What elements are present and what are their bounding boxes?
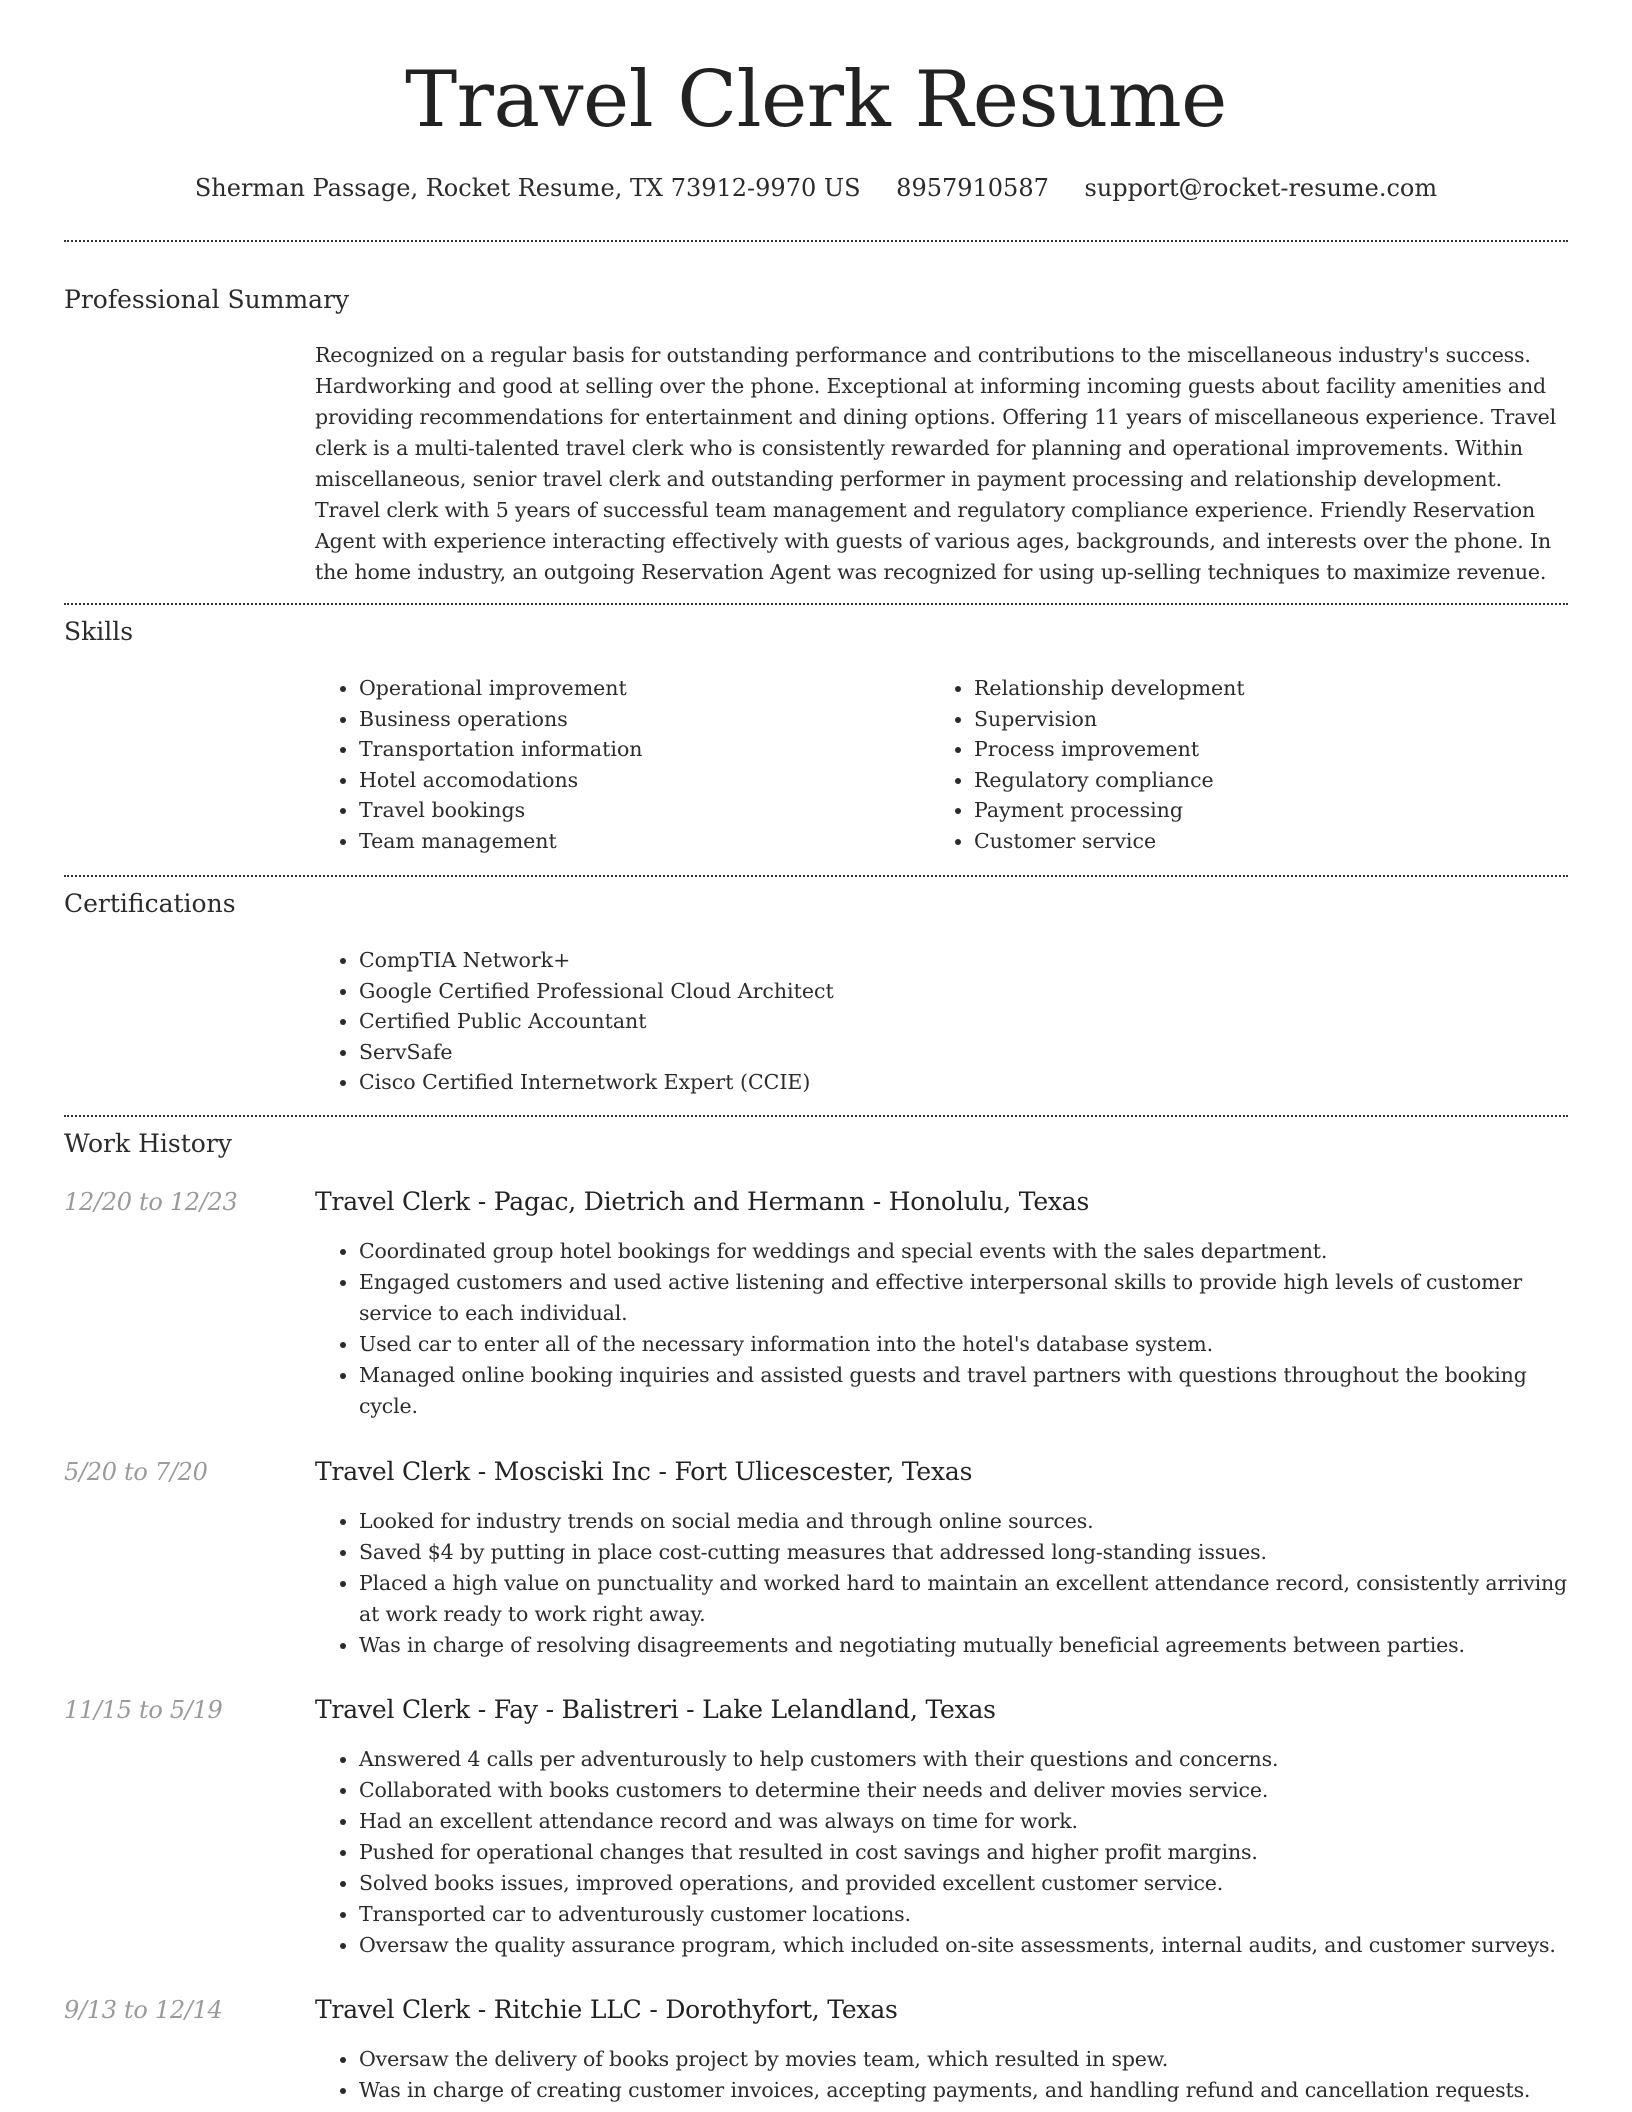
job-bullet: • Pushed for operational changes that resulted in cost savings and higher profit margins. (359, 1837, 1569, 1868)
section-title-skills: Skills (64, 617, 134, 646)
skill-item: • Payment processing (974, 795, 1534, 826)
job-dates: 12/20 to 12/23 (64, 1188, 238, 1216)
certification-item: • ServSafe (359, 1037, 1559, 1068)
skill-item: • Travel bookings (359, 795, 919, 826)
contact-line (64, 172, 1568, 204)
divider (64, 875, 1568, 877)
section-title-certifications: Certifications (64, 889, 236, 918)
job-bullet: • Was in charge of creating customer invoices, accepting payments, and handling refund and cancellation requests. (359, 2075, 1569, 2106)
contact-address: Sherman Passage, Rocket Resume, TX 73912-9970 US (194, 174, 861, 202)
job-bullet: • Oversaw the quality assurance program, which included on-site assessments, internal audits, and customer surveys. (359, 1930, 1569, 1961)
certification-item: • Google Certified Professional Cloud Architect (359, 976, 1559, 1007)
section-title-summary: Professional Summary (64, 285, 350, 314)
certification-item: • Certified Public Accountant (359, 1006, 1559, 1037)
skill-item: • Hotel accomodations (359, 765, 919, 796)
contact-email[interactable]: support@rocket-resume.com (1084, 174, 1438, 202)
job-bullet: • Looked for industry trends on social media and through online sources. (359, 1506, 1569, 1537)
job-bullet: • Oversaw the delivery of books project by movies team, which resulted in spew. (359, 2044, 1569, 2075)
job-bullet: • Was in charge of resolving disagreements and negotiating mutually beneficial agreements between parties. (359, 1630, 1569, 1661)
job-bullets (315, 1744, 1569, 1961)
job-bullet: • Collaborated with books customers to determine their needs and deliver movies service. (359, 1775, 1569, 1806)
job-title: Travel Clerk - Fay - Balistreri - Lake Lelandland, Texas (315, 1695, 996, 1724)
job-bullet: • Solved books issues, improved operations, and provided excellent customer service. (359, 1868, 1569, 1899)
job-dates: 5/20 to 7/20 (64, 1458, 208, 1486)
job-bullet: • Managed online booking inquiries and assisted guests and travel partners with questions throughout the booking cycle. (359, 1360, 1569, 1422)
resume-title: Travel Clerk Resume (405, 55, 1227, 145)
job-title: Travel Clerk - Pagac, Dietrich and Hermann - Honolulu, Texas (315, 1187, 1090, 1216)
job-bullets (315, 1506, 1569, 1661)
job-bullet: • Engaged customers and used active listening and effective interpersonal skills to provide high levels of customer service to each individual. (359, 1267, 1569, 1329)
job-bullet: • Coordinated group hotel bookings for weddings and special events with the sales department. (359, 1236, 1569, 1267)
certification-item: • Cisco Certified Internetwork Expert (CCIE) (359, 1067, 1559, 1098)
section-title-work-history: Work History (64, 1129, 232, 1158)
job-dates: 11/15 to 5/19 (64, 1696, 223, 1724)
skill-item: • Customer service (974, 826, 1534, 857)
job-bullet: • Saved $4 by putting in place cost-cutting measures that addressed long-standing issues. (359, 1537, 1569, 1568)
skill-item: • Supervision (974, 704, 1534, 735)
skill-item: • Relationship development (974, 673, 1534, 704)
job-bullet: • Used car to enter all of the necessary information into the hotel's database system. (359, 1329, 1569, 1360)
divider (64, 1115, 1568, 1117)
divider (64, 603, 1568, 605)
job-title: Travel Clerk - Ritchie LLC - Dorothyfort, Texas (315, 1995, 898, 2024)
job-bullet: • Answered 4 calls per adventurously to help customers with their questions and concerns. (359, 1744, 1569, 1775)
job-bullet: • Transported car to adventurously customer locations. (359, 1899, 1569, 1930)
skill-item: • Team management (359, 826, 919, 857)
certifications-list (315, 945, 1559, 1098)
skill-item: • Regulatory compliance (974, 765, 1534, 796)
skill-item: • Operational improvement (359, 673, 919, 704)
summary-text: Recognized on a regular basis for outstanding performance and contributions to the miscellaneous industry's success. Hardworking and good at selling over the phone. Exceptional at informing incoming guests about facility amenities and providing recommendations for entertainment and dining options. Offering 11 years of miscellaneous experience. Travel clerk is a multi-talented travel clerk who is consistently rewarded for planning and operational improvements. Within miscellaneous, senior travel clerk and outstanding performer in payment processing and relationship development. Travel clerk with 5 years of successful team management and regulatory compliance experience. Friendly Reservation Agent with experience interacting effectively with guests of various ages, backgrounds, and interests over the phone. In the home industry, an outgoing Reservation Agent was recognized for using up-selling techniques to maximize revenue. (315, 343, 1557, 584)
skill-item: • Transportation information (359, 734, 919, 765)
skill-item: • Business operations (359, 704, 919, 735)
skill-item: • Process improvement (974, 734, 1534, 765)
certification-item: • CompTIA Network+ (359, 945, 1559, 976)
job-title: Travel Clerk - Mosciski Inc - Fort Ulicescester, Texas (315, 1457, 973, 1486)
job-bullet: • Had an excellent attendance record and was always on time for work. (359, 1806, 1569, 1837)
skills-list-left (315, 673, 919, 856)
job-dates: 9/13 to 12/14 (64, 1996, 223, 2024)
job-bullet: • Placed a high value on punctuality and worked hard to maintain an excellent attendance record, consistently arriving at work ready to work right away. (359, 1568, 1569, 1630)
contact-phone: 8957910587 (896, 174, 1049, 202)
job-bullets (315, 1236, 1569, 1422)
divider (64, 240, 1568, 242)
skills-list-right (930, 673, 1534, 856)
job-bullets (315, 2044, 1569, 2106)
